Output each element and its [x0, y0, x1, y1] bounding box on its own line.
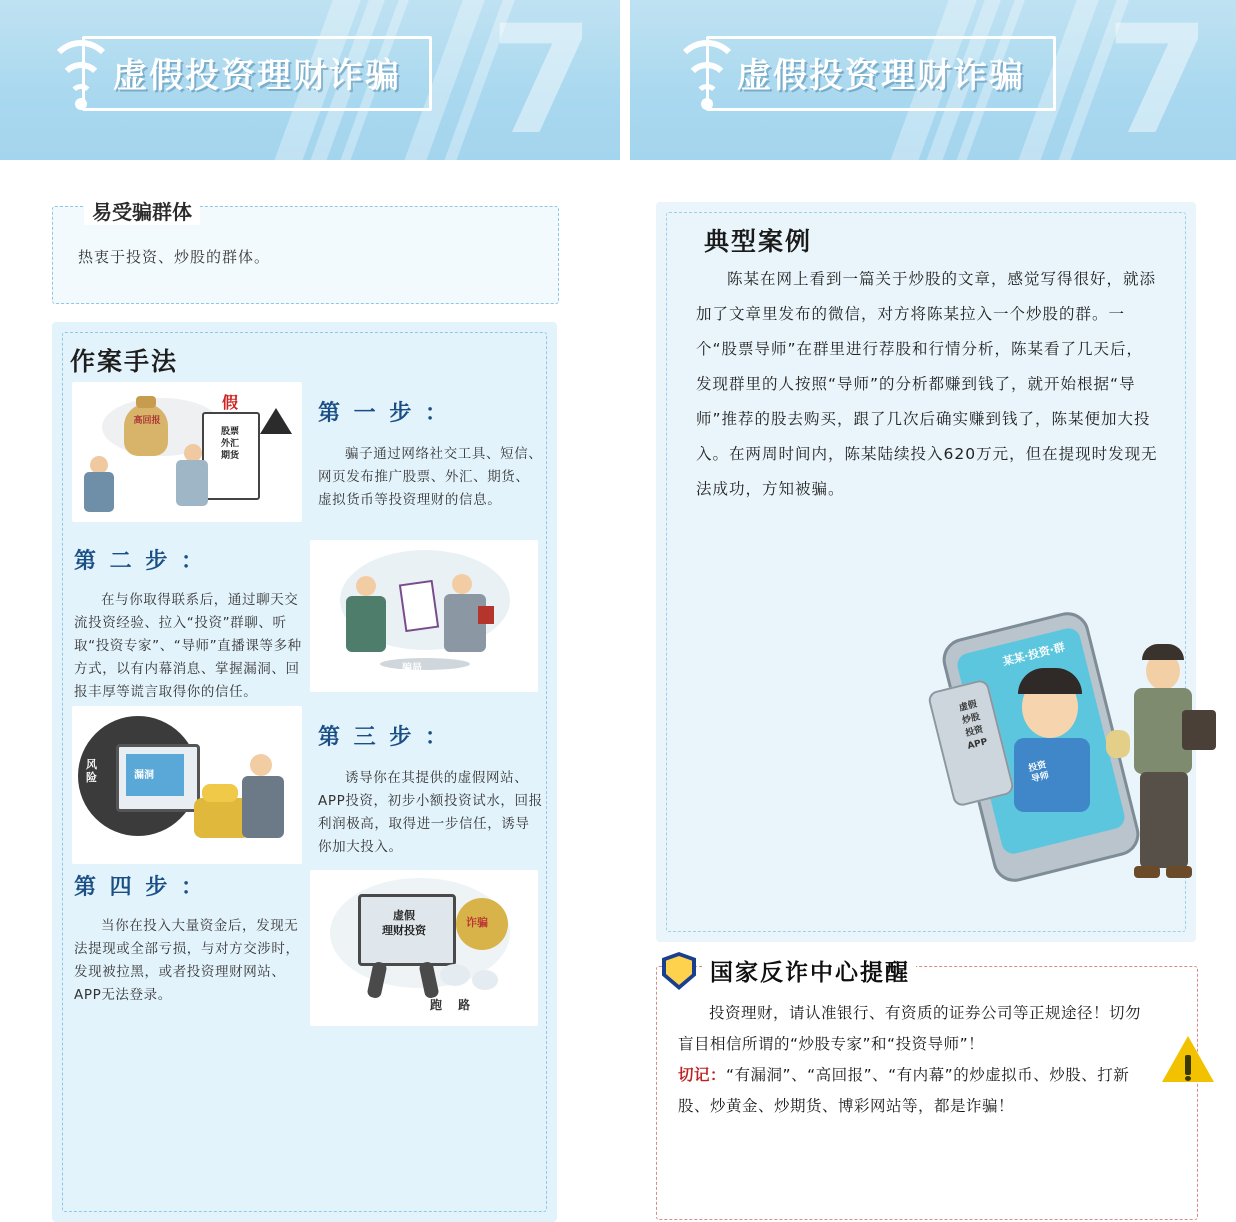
banner-title-box [82, 36, 432, 111]
case-title: 典型案例 [704, 227, 813, 256]
method-title: 作案手法 [70, 347, 179, 376]
victim-group-text: 热衷于投资、炒股的群体。 [78, 248, 271, 266]
warning-triangle-icon [1162, 1036, 1214, 1082]
left-body [0, 160, 620, 1094]
panel-divider [620, 0, 630, 1094]
tip-line-1: 投资理财，请认准银行、有资质的证券公司等正规途径！切勿盲目相信所谓的“炒股专家”和“投资导师”！ [678, 1004, 1142, 1053]
step-1-text: 骗子通过网络社交工具、短信、网页发布推广股票、外汇、期货、虚拟货币等投资理财的信息。 [318, 446, 543, 508]
step-4-text: 当你在投入大量资金后，发现无法提现或全部亏损，与对方交涉时，发现被拉黑，或者投资理财网站、APP无法登录。 [74, 918, 300, 1003]
banner-title: 虚假投资理财诈骗 [737, 56, 1025, 96]
step-2-head: 第 二 步 ： [74, 549, 206, 574]
step-1 [318, 396, 543, 512]
banner-number: 7 [1105, 0, 1210, 160]
left-panel [0, 0, 620, 1094]
step2-illustration: 骗局 [310, 540, 538, 692]
right-header-banner [630, 0, 1236, 160]
tip-title: 国家反诈中心提醒 [704, 954, 916, 987]
step-3 [318, 720, 543, 859]
step-3-head: 第 三 步 ： [318, 725, 450, 750]
step-4-head: 第 四 步 ： [74, 875, 206, 900]
step-2-text: 在与你取得联系后，通过聊天交流投资经验、拉入“投资”群聊、听取“投资专家”、“导师”直播课等多种方式，以有内幕消息、掌握漏洞、回报丰厚等谎言取得你的信任。 [74, 592, 302, 700]
step1-illustration: 高回报 股票 外汇 期货 假 [72, 382, 302, 522]
national-anti-fraud-center-badge [662, 952, 696, 990]
step-2 [74, 544, 302, 704]
tip-line-2-prefix: 切记： [678, 1066, 727, 1084]
case-paragraph: 陈某在网上看到一篇关于炒股的文章，感觉写得很好，就添加了文章里发布的微信，对方将陈某拉入一个炒股的群。一个“股票导师”在群里进行荐股和行情分析，陈某看了几天后，发现群里的人按照“导师”的分析都赚到钱了，就开始根据“导师”推荐的股去购买，跟了几次后确实赚到钱了，陈某便加大投入。在两周时间内，陈某陆续投入620万元，但在提现时发现无法成功，方知被骗。 [696, 270, 1158, 498]
banner-title: 虚假投资理财诈骗 [113, 56, 401, 96]
step3-illustration: 漏洞 风 险 [72, 706, 302, 864]
left-header-banner [0, 0, 620, 160]
step-4 [74, 870, 302, 1007]
right-body [630, 160, 1236, 1115]
tip-line-2 [678, 1060, 1148, 1122]
step-1-head: 第 一 步 ： [318, 401, 450, 426]
banner-number: 7 [489, 0, 594, 160]
banner-title-box [706, 36, 1056, 111]
phone-fake-investment-group-illustration: 某某·投资·群 虚假 炒股 投资 APP 投资 导师 [930, 580, 1220, 910]
step-3-text: 诱导你在其提供的虚假网站、APP投资，初步小额投资试水，回报利润极高，取得进一步信任，诱导你加大投入。 [318, 770, 543, 855]
step4-illustration: 虚假 理财投资 诈骗 跑 路 [310, 870, 538, 1026]
right-panel [630, 0, 1236, 1115]
tip-line-2-body: “有漏洞”、“高回报”、“有内幕”的炒虚拟币、炒股、打新股、炒黄金、炒期货、博彩网站等，都是诈骗！ [678, 1066, 1130, 1115]
victim-group-title: 易受骗群体 [84, 196, 200, 225]
